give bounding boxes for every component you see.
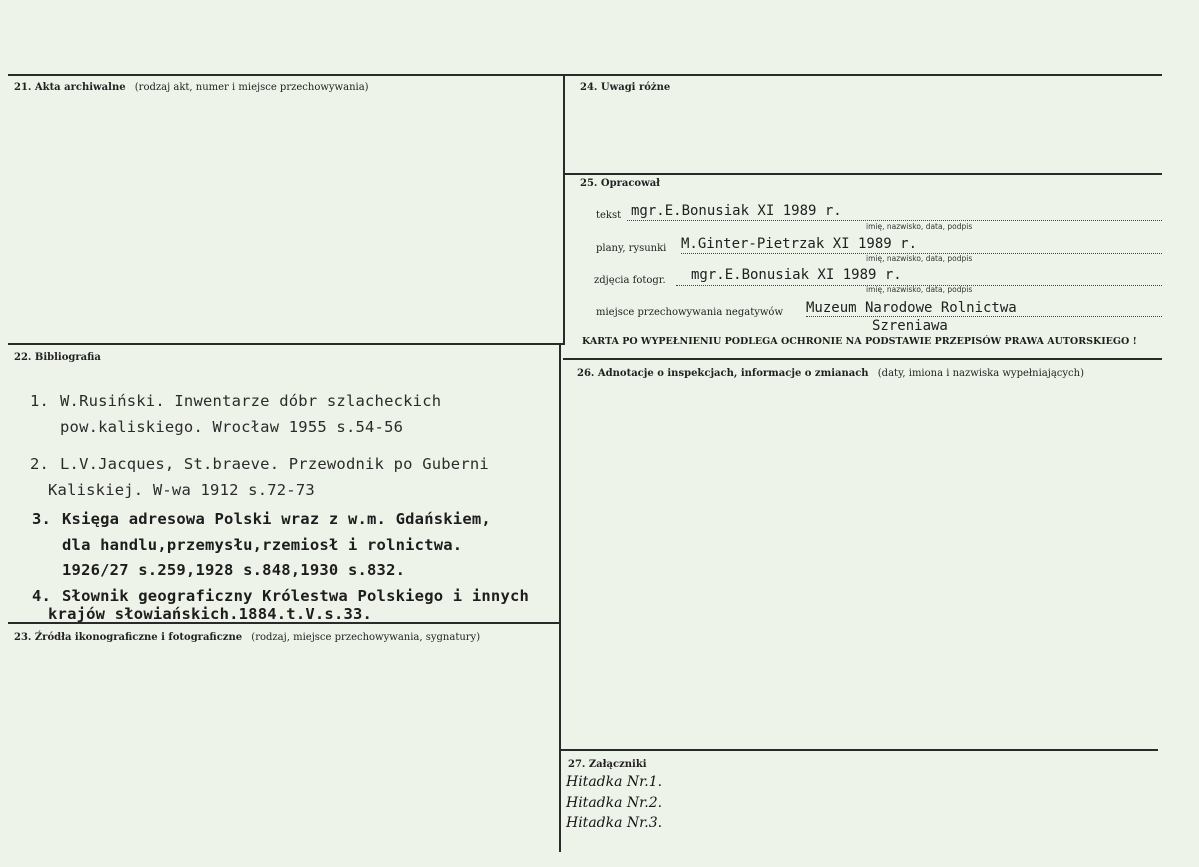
section-26-note: (daty, imiona i nazwiska wypełniających) [877, 368, 1084, 379]
center-divider-lower [559, 345, 561, 852]
section-24-title: 24. Uwagi różne [580, 82, 671, 93]
negatywy-value-2: Szreniawa [872, 318, 948, 334]
section-23-note: (rodzaj, miejsce przechowywania, sygnatury) [251, 632, 481, 643]
negatywy-dotline [806, 316, 1162, 317]
rule-21-22 [8, 343, 563, 345]
negatywy-value: Muzeum Narodowe Rolnictwa [806, 300, 1017, 316]
rule-25-26 [563, 358, 1162, 360]
bib-3-line3: 1926/27 s.259,1928 s.848,1930 s.832. [62, 561, 406, 579]
rule-24-25 [565, 173, 1162, 175]
section-22-heading [14, 352, 101, 363]
plany-caption: imię, nazwisko, data, podpis [866, 254, 973, 263]
section-22-title: 22. Bibliografia [14, 352, 101, 363]
bib-1-num: 1. [30, 392, 50, 410]
plany-value: M.Ginter-Pietrzak XI 1989 r. [681, 236, 918, 252]
bib-3-line2: dla handlu,przemysłu,rzemiosł i rolnictwa. [62, 536, 463, 554]
bib-1-line1: W.Rusiński. Inwentarze dóbr szlacheckich [60, 392, 442, 410]
attachment-3: Hitadka Nr.3. [566, 815, 663, 831]
bib-4-line2: krajów słowiańskich.1884.t.V.s.33. [48, 605, 373, 623]
section-25-title: 25. Opracował [580, 178, 661, 189]
section-25-heading [580, 178, 660, 189]
bib-2-line2: Kaliskiej. W-wa 1912 s.72-73 [48, 481, 315, 499]
section-27-title: 27. Załączniki [568, 759, 647, 770]
bib-1-line2: pow.kaliskiego. Wrocław 1955 s.54-56 [60, 418, 404, 436]
section-21-heading [14, 82, 369, 93]
attachment-2: Hitadka Nr.2. [566, 795, 663, 811]
tekst-value: mgr.E.Bonusiak XI 1989 r. [631, 203, 842, 219]
tekst-label: tekst [596, 210, 622, 221]
section-23-heading [14, 632, 480, 643]
bib-2-line1: L.V.Jacques, St.braeve. Przewodnik po Guberni [60, 455, 489, 473]
copyright-notice: KARTA PO WYPEŁNIENIU PODLEGA OCHRONIE NA PODSTAWIE PRZEPISÓW PRAWA AUTORSKIEGO ! [582, 336, 1137, 347]
top-rule [8, 74, 1162, 76]
section-24-heading [580, 82, 670, 93]
section-21-note: (rodzaj akt, numer i miejsce przechowywania) [134, 82, 369, 93]
rule-26-27 [560, 749, 1158, 751]
section-26-title: 26. Adnotacje o inspekcjach, informacje o zmianach [577, 368, 869, 379]
tekst-caption: imię, nazwisko, data, podpis [866, 222, 973, 231]
center-divider [563, 74, 565, 345]
plany-label: plany, rysunki [596, 243, 667, 254]
bib-2-num: 2. [30, 455, 50, 473]
zdjecia-caption: imię, nazwisko, data, podpis [866, 285, 973, 294]
tekst-dotline [627, 220, 1162, 221]
section-23-title: 23. Źródła ikonograficzne i fotograficzne [14, 632, 243, 643]
attachment-1: Hitadka Nr.1. [566, 774, 663, 790]
zdjecia-label: zdjęcia fotogr. [594, 275, 666, 286]
bib-4-num: 4. [32, 587, 52, 605]
bib-4-line1: Słownik geograficzny Królestwa Polskiego i innych [62, 587, 530, 605]
bib-3-num: 3. [32, 510, 52, 528]
section-27-heading [568, 759, 647, 770]
section-26-heading [577, 368, 1084, 379]
zdjecia-value: mgr.E.Bonusiak XI 1989 r. [691, 267, 902, 283]
bib-3-line1: Księga adresowa Polski wraz z w.m. Gdańskiem, [62, 510, 491, 528]
negatywy-label: miejsce przechowywania negatywów [596, 307, 783, 318]
section-21-title: 21. Akta archiwalne [14, 82, 126, 93]
